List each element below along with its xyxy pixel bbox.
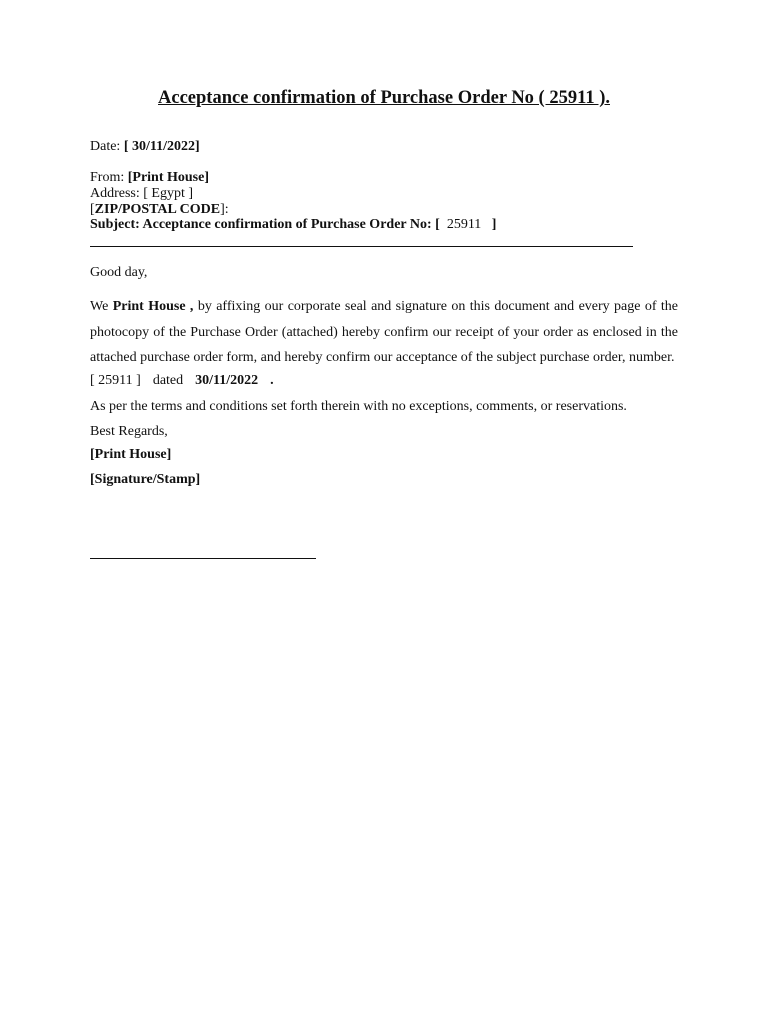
terms-line: As per the terms and conditions set forth therein with no exceptions, comments, or reservations. bbox=[90, 399, 627, 414]
date-line bbox=[90, 139, 200, 155]
body-we: We bbox=[90, 299, 109, 314]
signature-stamp-label: [Signature/Stamp] bbox=[90, 472, 201, 487]
zip-label: ZIP/POSTAL CODE bbox=[94, 202, 221, 217]
order-number: [ 25911 ] bbox=[90, 373, 141, 388]
zip-open: [ bbox=[90, 202, 95, 217]
subject-close-bracket: ] bbox=[491, 217, 497, 232]
date-value: [ 30/11/2022] bbox=[123, 139, 200, 154]
body-company: Print House , bbox=[112, 299, 194, 314]
subject-label: Subject: Acceptance confirmation of Purchase Order No: bbox=[90, 217, 432, 232]
zip-close: ]: bbox=[220, 202, 229, 217]
closing-line: Best Regards, bbox=[90, 424, 168, 439]
subject-order-number: 25911 bbox=[446, 217, 482, 232]
from-value: [Print House] bbox=[127, 170, 209, 185]
from-label: From: bbox=[90, 170, 125, 185]
signer-name: [Print House] bbox=[90, 447, 172, 462]
order-period: . bbox=[270, 373, 274, 388]
order-date: 30/11/2022 bbox=[195, 373, 259, 388]
subject-open-bracket: [ bbox=[435, 217, 440, 232]
body-text: by affixing our corporate seal and signature on this document and every page of the photocopy of the Purchase Order (attached) hereby confirm our receipt of your order as enclosed in the attached purchase order form, and hereby confirm our acceptance of the subject purchase order, number. bbox=[90, 299, 679, 365]
order-line bbox=[90, 373, 274, 389]
document-title: Acceptance confirmation of Purchase Order No ( 25911 ). bbox=[158, 88, 610, 108]
greeting: Good day, bbox=[90, 265, 148, 280]
body-paragraph bbox=[90, 294, 678, 371]
subject-divider bbox=[90, 246, 633, 247]
signature-line bbox=[90, 558, 316, 559]
subject-line bbox=[90, 217, 496, 233]
zip-line bbox=[90, 202, 229, 218]
from-line bbox=[90, 170, 209, 186]
address-line: Address: [ Egypt ] bbox=[90, 186, 194, 201]
order-dated-label: dated bbox=[152, 373, 184, 388]
date-label: Date: bbox=[90, 139, 121, 154]
